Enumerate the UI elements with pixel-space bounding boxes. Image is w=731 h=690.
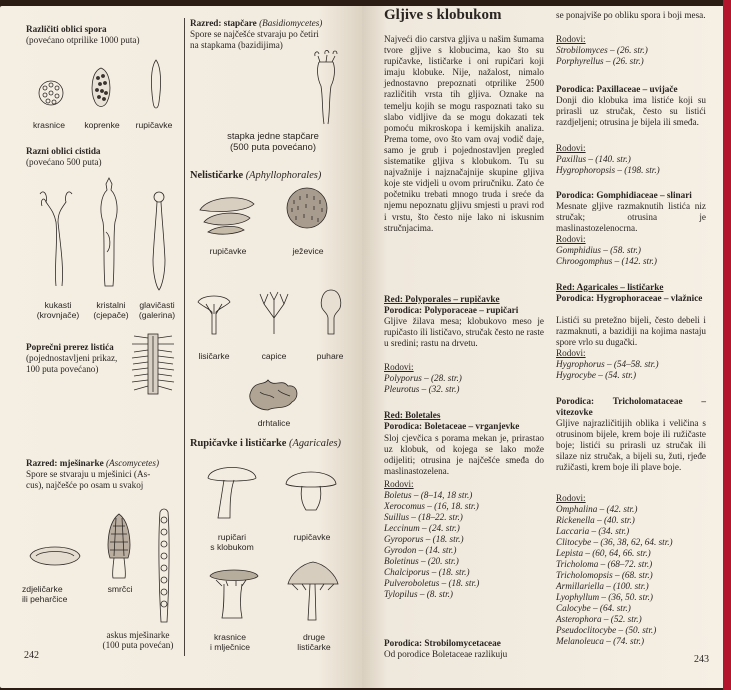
capice-illustration xyxy=(256,290,292,336)
aphyllo-label-lisicarke: lisičarke xyxy=(198,351,230,361)
boletaceae-rodovi: Rodovi: xyxy=(384,479,414,489)
lamella-subheading-1: (pojednostavljeni prikaz, xyxy=(26,353,118,363)
cystids-heading: Razni oblici cistida xyxy=(26,146,101,156)
cystids-subheading: (povećano 500 puta) xyxy=(26,157,102,167)
genus-pseudoclitocybe: Pseudoclitocybe – (50. str.) xyxy=(556,625,657,635)
boletales-red: Red: Boletales xyxy=(384,410,441,420)
genus-laccaria: Laccaria – (34. str.) xyxy=(556,526,630,536)
lisicarke-illustration xyxy=(196,292,232,336)
genus-boletinus: Boletinus – (20. str.) xyxy=(384,556,459,566)
gomphidiaceae-rodovi: Rodovi: xyxy=(556,234,586,244)
paxillaceae-description: Donji dio klobuka ima listiće koji su prirasli uz stručak, često su listići razdjeljeni; otrusina je bijela ili smeđa. xyxy=(556,95,706,128)
genus-lyophyllum: Lyophyllum – (36, 50. str.) xyxy=(556,592,653,602)
genus-gomphidius: Gomphidius – (58. str.) xyxy=(556,245,641,255)
asco-label-zdjelicarke: zdjeličarke ili peharčice xyxy=(22,584,68,604)
zdjelicarke-illustration xyxy=(28,542,82,570)
aphyllo-latin: (Aphyllophorales) xyxy=(245,170,322,181)
ascomycetes-latin: (Ascomycetes) xyxy=(105,458,160,468)
tricholomataceae-rodovi: Rodovi: xyxy=(556,493,586,503)
genus-gyroporus: Gyroporus – (18. str.) xyxy=(384,534,464,544)
genus-polyporus: Polyporus – (28. str.) xyxy=(384,373,462,383)
agaricales-red: Red: Agaricales – lističarke xyxy=(556,282,664,292)
genus-lepista: Lepista – (60, 64, 66. str.) xyxy=(556,548,651,558)
page-title: Gljive s klobukom xyxy=(384,7,502,23)
hygrophoraceae-family: Porodica: Hygrophoraceae – vlažnice xyxy=(556,293,703,303)
lamella-subheading-2: 100 puta povećano) xyxy=(26,364,99,374)
gomphidiaceae-description: Mesnate gljive razmaknutih listića niz stručak; otrusina je maslinastozelenocrna. xyxy=(556,201,706,234)
column-divider xyxy=(184,18,185,656)
genus-armillariella: Armillariella – (100. str.) xyxy=(556,581,649,591)
genus-tricholomopsis: Tricholomopsis – (68. str.) xyxy=(556,570,653,580)
polyporaceae-rodovi: Rodovi: xyxy=(384,362,414,372)
genus-boletus: Boletus – (8–14, 18 str.) xyxy=(384,490,473,500)
hygrophoraceae-rodovi: Rodovi: xyxy=(556,348,586,358)
cystid-label-kristalni: kristalni (cjepače) xyxy=(93,300,129,320)
aphyllo-label-puhare: puhare xyxy=(316,351,344,361)
book-cover-edge xyxy=(723,0,731,690)
genus-tylopilus: Tylopilus – (8. str.) xyxy=(384,589,453,599)
drhtalice-illustration xyxy=(246,376,302,412)
druge-listicarke-illustration xyxy=(286,560,340,622)
genus-strobilomyces: Strobilomyces – (26. str.) xyxy=(556,45,648,55)
basidium-illustration xyxy=(312,50,342,126)
genus-xerocomus: Xerocomus – (16, 18. str.) xyxy=(384,501,479,511)
cystid-label-kukasti: kukasti (krovnjače) xyxy=(36,300,80,320)
genus-chalciporus: Chalciporus – (18. str.) xyxy=(384,567,470,577)
spore-label-koprenke: koprenke xyxy=(84,120,120,130)
spore-label-rupicavke: rupičavke xyxy=(135,120,173,130)
strobilo-rodovi: Rodovi: xyxy=(556,34,586,44)
genus-leccinum: Leccinum – (24. str.) xyxy=(384,523,460,533)
page-number-left: 242 xyxy=(24,650,39,661)
genus-clitocybe: Clitocybe – (36, 38, 62, 64. str.) xyxy=(556,537,673,547)
spore-koprenke-illustration xyxy=(89,66,113,110)
left-page xyxy=(0,6,362,688)
spore-rupicavke-illustration xyxy=(146,58,166,114)
aphyllo-label-rupicavke: rupičavke xyxy=(209,246,247,256)
boletaceae-family: Porodica: Boletaceae – vrganjevke xyxy=(384,421,520,431)
smrcci-illustration xyxy=(104,512,134,580)
strobilo-continuation: se ponajviše po obliku spora i boji mesa. xyxy=(556,10,706,20)
ascomycetes-heading: Razred: mješinarke xyxy=(26,458,104,468)
genus-pleurotus: Pleurotus – (32. str.) xyxy=(384,384,460,394)
rupicavke-agaric-illustration xyxy=(284,466,338,512)
spore-label-krasnice: krasnice xyxy=(33,120,65,130)
agaric-label-druge: druge lističarke xyxy=(297,632,331,652)
agaric-heading: Rupičavke i lističarke xyxy=(190,438,287,449)
agaric-latin: (Agaricales) xyxy=(289,438,341,449)
genus-omphalina: Omphalina – (42. str.) xyxy=(556,504,638,514)
jezevice-illustration xyxy=(282,186,332,236)
agaric-label-rupicavke: rupičavke xyxy=(293,532,331,542)
aphyllo-label-jezevice: ježevice xyxy=(292,246,324,256)
intro-paragraph: Najveći dio carstva gljiva u našim šumama tvore gljive s klobucima, kao što su rupičavke, lističarke i oni rupičari koji imaju klobuke. Nije, nažalost, nimalo jednostavno prepoznati otprilike 2500 različitih vrsta tih gljiva. Oznake na temelju kojih se mogu raspoznati tako su slabo vidljive da se mogu dokazati tek pomoću mikroskopa i kemijskih analiza. Prema tome, ovo što vam ovaj vodič daje, samo je grub i pojednostavljen pregled sistematike gljiva s klobukom. Tu su najvažnije i najznačajnije skupine gljiva koje ste vidjeli u ovom priručniku. Zato će početniku trebati mnogo truda i sreće da njemu nepoznatu gljivu smjesti u pravi rod i vrstu, što često nije lako ni iskusnim stručnjacima. xyxy=(384,34,544,233)
lamella-cross-section-illustration xyxy=(130,332,176,396)
genus-hygrophoropsis: Hygrophoropsis – (198. str.) xyxy=(556,165,660,175)
stapcare-text-line-1: Spore se najčešće stvaraju po četiri xyxy=(190,29,319,39)
tricholomataceae-description: Gljive najrazličitijih oblika i veličina s otrusinom bijele, krem boje ili ružičaste boje; listići su prirasli uz stručak ili silaze niz stručak, a bijeli su, žuti, rjeđe ružičasti, krem boje ili plave boje. xyxy=(556,418,706,473)
askus-illustration xyxy=(157,508,171,626)
paxillaceae-family: Porodica: Paxillaceae – uvijače xyxy=(556,84,678,94)
cystid-glavicasti-illustration xyxy=(148,190,170,294)
gomphidiaceae-family: Porodica: Gomphidiaceae – slinari xyxy=(556,190,692,200)
hygrophoraceae-description: Listići su pretežno bijeli, često debeli i razmaknuti, a bazidiji na kojima nastaju spore vrlo su dugački. xyxy=(556,315,706,348)
ascomycetes-text-line-1: Spore se stvaraju u mješinici (As- xyxy=(26,469,151,479)
rupicavke-bracket-illustration xyxy=(196,192,258,236)
spores-subheading: (povećano otprilike 1000 puta) xyxy=(26,35,140,45)
stapcare-latin: (Basidiomycetes) xyxy=(259,18,323,28)
paxillaceae-rodovi: Rodovi: xyxy=(556,143,586,153)
agaric-label-krasnice: krasnice i mlječnice xyxy=(209,632,251,652)
asco-label-smrcci: smrčci xyxy=(107,584,133,594)
boletaceae-description: Sloj cjevčica s porama mekan je, prirastao uz klobuk, od kojega se lako može odijeliti; otrusina je najčešće smeđa do maslinastozelena. xyxy=(384,433,544,477)
genus-hygrophorus: Hygrophorus – (54–58. str.) xyxy=(556,359,659,369)
genus-paxillus: Paxillus – (140. str.) xyxy=(556,154,631,164)
genus-tricholoma: Tricholoma – (68–72. str.) xyxy=(556,559,653,569)
rupicari-s-klobukom-illustration xyxy=(206,462,258,522)
cystid-kukasti-illustration xyxy=(34,182,78,294)
stapcare-heading: Razred: stapčare xyxy=(190,18,257,28)
cystid-label-glavicasti: glavičasti (galerina) xyxy=(138,300,176,320)
ascomycetes-text-line-2: cus), najčešće po osam u svakoj xyxy=(26,480,144,490)
cystid-kristalni-illustration xyxy=(93,176,125,296)
page-number-right: 243 xyxy=(694,654,709,665)
basidium-label: stapka jedne stapčare (500 puta povećano) xyxy=(227,130,319,152)
genus-hygrocybe: Hygrocybe – (54. str.) xyxy=(556,370,637,380)
genus-calocybe: Calocybe – (64. str.) xyxy=(556,603,631,613)
genus-suillus: Suillus – (18–22. str.) xyxy=(384,512,463,522)
lamella-heading: Poprečni prerez listića xyxy=(26,342,114,352)
krasnice-illustration xyxy=(208,566,260,620)
strobilomycetaceae-description: Od porodice Boletaceae razlikuju xyxy=(384,649,508,659)
strobilomycetaceae-family: Porodica: Strobilomycetaceae xyxy=(384,638,501,648)
genus-chroogomphus: Chroogomphus – (142. str.) xyxy=(556,256,657,266)
genus-porphyrellus: Porphyrellus – (26. str.) xyxy=(556,56,644,66)
genus-pulveroboletus: Pulveroboletus – (18. str.) xyxy=(384,578,480,588)
spores-heading: Različiti oblici spora xyxy=(26,24,107,34)
spore-krasnice-illustration xyxy=(37,78,65,108)
puhare-illustration xyxy=(318,288,344,338)
polyporaceae-family: Porodica: Polyporaceae – rupičari xyxy=(384,305,519,315)
tricholomataceae-family: Porodica: Tricholomataceae – vitezovke xyxy=(556,396,706,418)
right-page xyxy=(362,6,724,688)
genus-gyrodon: Gyrodon – (14. str.) xyxy=(384,545,457,555)
genus-rickenella: Rickenella – (40. str.) xyxy=(556,515,635,525)
aphyllo-label-capice: capice xyxy=(261,351,287,361)
stapcare-text-line-2: na stapkama (bazidijima) xyxy=(190,40,283,50)
asco-label-askus: askus mješinarke (100 puta povećan) xyxy=(102,630,174,650)
aphyllo-heading: Nelističarke xyxy=(190,170,244,181)
polyporaceae-description: Gljive žilava mesa; klobukovo meso je rupičasto ili lističavo, stručak često ne raste u sredini; rastu na drvetu. xyxy=(384,316,544,349)
genus-asterophora: Asterophora – (52. str.) xyxy=(556,614,642,624)
aphyllo-label-drhtalice: drhtalice xyxy=(257,418,291,428)
genus-melanoleuca: Melanoleuca – (74. str.) xyxy=(556,636,645,646)
agaric-label-rupicari: rupičari s klobukom xyxy=(210,532,254,552)
polyporales-red: Red: Polyporales – rupičavke xyxy=(384,294,500,304)
